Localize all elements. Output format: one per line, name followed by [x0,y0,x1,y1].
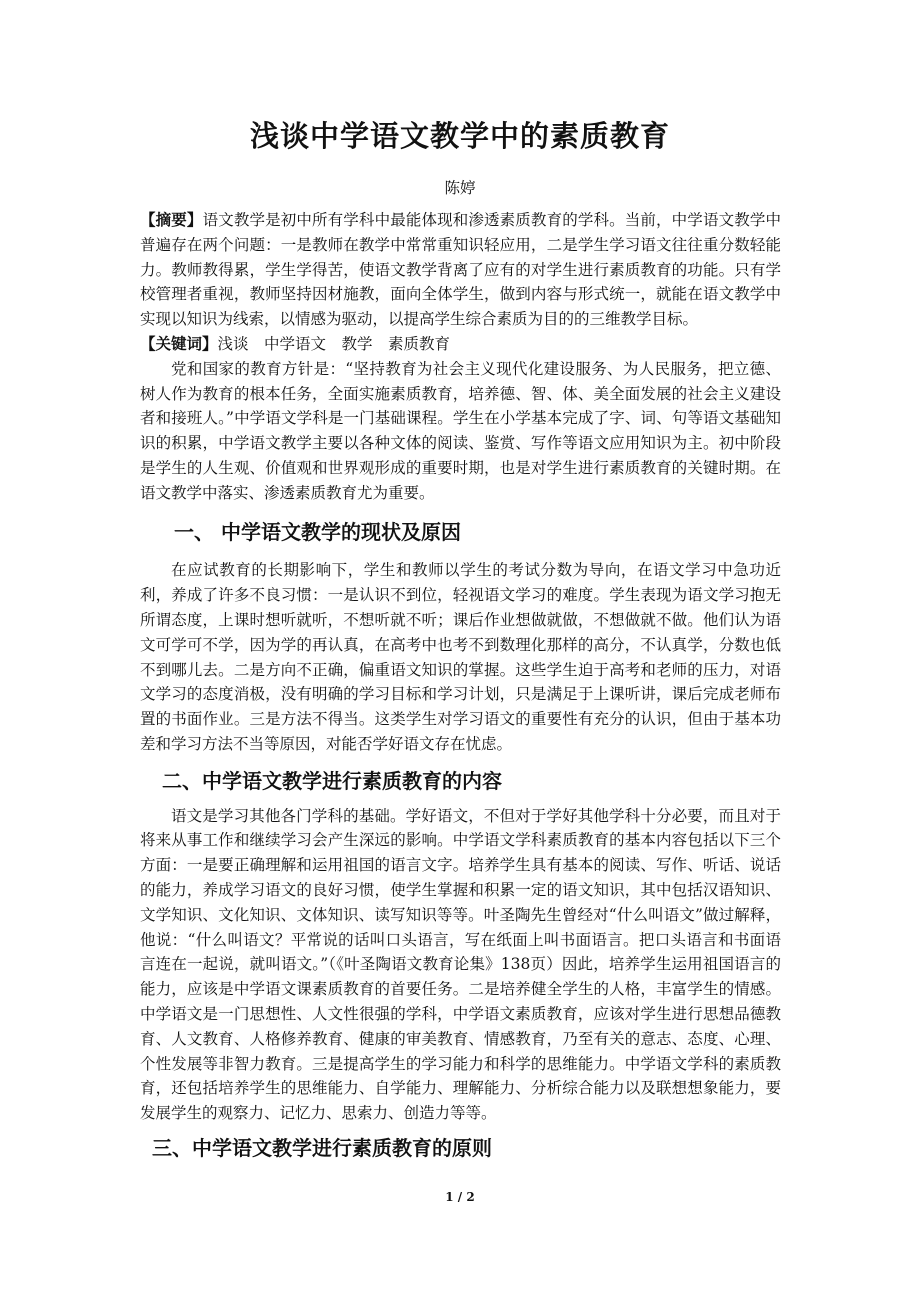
section-heading-3: 三、中学语文教学进行素质教育的原则 [152,1135,492,1160]
section-heading-1: 一、 中学语文教学的现状及原因 [174,519,461,544]
intro-paragraph: 党和国家的教育方针是：“坚持教育为社会主义现代化建设服务、为人民服务，把立德、树人作为教育的根本任务，全面实施素质教育，培养德、智、体、美全面发展的社会主义建设者和接班人。”中学语文学科是一门基础课程。学生在小学基本完成了字、词、句等语文基础知识的积累，中学语文教学主要以各种文体的阅读、鉴赏、写作等语文应用知识为主。初中阶段是学生的人生观、价值观和世界观形成的重要时期，也是对学生进行素质教育的关键时期。在语文教学中落实、渗透素质教育尤为重要。 [140,359,781,502]
keywords-text: 浅谈 中学语文 教学 素质教育 [217,334,451,353]
abstract-paragraph [140,208,781,332]
document-body [140,208,781,1161]
author-name: 陈婷 [444,179,476,197]
section-1-paragraph: 在应试教育的长期影响下，学生和教师以学生的考试分数为导向，在语文学习中急功近利，养成了许多不良习惯：一是认识不到位，轻视语文学习的难度。学生表现为语文学习抱无所谓态度，上课时想听就听，不想听就不听；课后作业想做就做，不想做就不做。他们认为语文可学可不学，因为学的再认真，在高考中也考不到数理化那样的高分，不认真学，分数也低不到哪儿去。二是方向不正确，偏重语文知识的掌握。这些学生迫于高考和老师的压力，对语文学习的态度消极，没有明确的学习目标和学习计划，只是满足于上课听讲，课后完成老师布置的书面作业。三是方法不得当。这类学生对学习语文的重要性有充分的认识，但由于基本功差和学习方法不当等原因，对能否学好语文存在忧虑。 [140,561,781,753]
keywords-paragraph [140,332,781,357]
page-number: 1 / 2 [445,1190,475,1204]
section-2-paragraph: 语文是学习其他各门学科的基础。学好语文，不但对于学好其他学科十分必要，而且对于将来从事工作和继续学习会产生深远的影响。中学语文学科素质教育的基本内容包括以下三个方面：一是要正确理解和运用祖国的语言文字。培养学生具有基本的阅读、写作、听话、说话的能力，养成学习语文的良好习惯，使学生掌握和积累一定的语文知识，其中包括汉语知识、文学知识、文化知识、文体知识、读写知识等等。叶圣陶先生曾经对“什么叫语文”做过解释，他说：“什么叫语文？平常说的话叫口头语言，写在纸面上叫书面语言。把口头语言和书面语言连在一起说，就叫语文。”（《叶圣陶语文教育论集》138页）因此，培养学生运用祖国语言的能力，应该是中学语文课素质教育的首要任务。二是培养健全学生的人格，丰富学生的情感。中学语文是一门思想性、人文性很强的学科，中学语文素质教育，应该对学生进行思想品德教育、人文教育、人格修养教育、健康的审美教育、情感教育，乃至有关的意志、态度、心理、个性发展等非智力教育。三是提高学生的学习能力和科学的思维能力。中学语文学科的素质教育，还包括培养学生的思维能力、自学能力、理解能力、分析综合能力以及联想想象能力，要发展学生的观察力、记忆力、思索力、创造力等等。 [140,806,781,1123]
section-heading-2: 二、中学语文教学进行素质教育的内容 [162,768,502,793]
abstract-text: 语文教学是初中所有学科中最能体现和渗透素质教育的学科。当前，中学语文教学中普遍存在两个问题：一是教师在教学中常常重知识轻应用，二是学生学习语文往往重分数轻能力。教师教得累，学生学得苦，使语文教学背离了应有的对学生进行素质教育的功能。只有学校管理者重视，教师坚持因材施教，面向全体学生，做到内容与形式统一，就能在语文教学中实现以知识为线索，以情感为驱动，以提高学生综合素质为目的的三维教学目标。 [140,211,781,329]
abstract-label: 【摘要】 [140,210,203,229]
document-title: 浅谈中学语文教学中的素质教育 [249,119,670,153]
keywords-label: 【关键词】 [140,333,218,353]
